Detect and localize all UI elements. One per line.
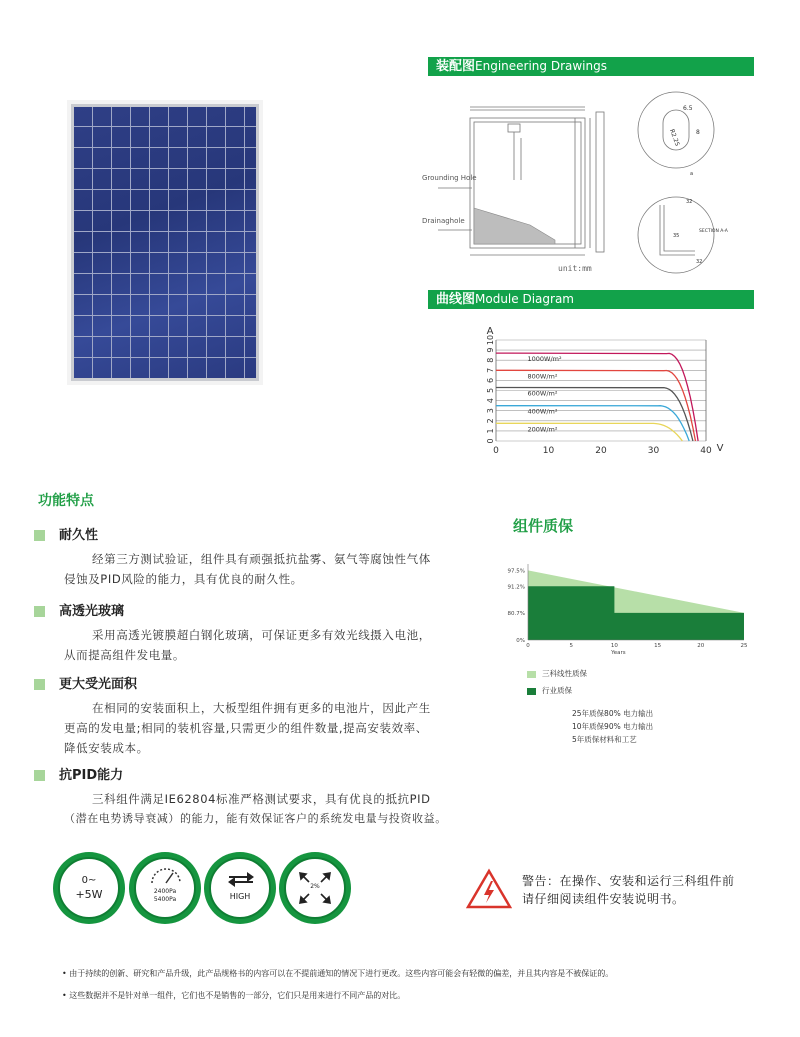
unit-label: unit:mm <box>558 264 592 273</box>
y-tick-label: 5 <box>486 387 495 394</box>
warranty-note: 5年质保材料和工艺 <box>572 735 637 744</box>
degradation-icon <box>279 852 351 924</box>
feature-line: 三科组件满足IE62804标准严格测试要求，具有优良的抵抗PID <box>92 792 431 806</box>
dim-a: a <box>690 171 694 177</box>
y-tick-label: 91.2% <box>507 584 525 591</box>
power-bottom-label: +5W <box>75 888 103 901</box>
warranty-note: 10年质保90% 电力输出 <box>572 722 654 731</box>
dim-32-bottom: 32 <box>696 259 703 265</box>
x-axis-label: Years <box>611 650 626 656</box>
warranty-notes <box>572 707 653 746</box>
series-label: 1000W/m² <box>527 355 562 364</box>
section-a-a-label: SECTION A-A <box>699 229 728 234</box>
legend-industry: 行业质保 <box>542 686 572 695</box>
feature-line: 在相同的安装面积上，大板型组件拥有更多的电池片，因此产生 <box>92 701 431 715</box>
arrows-icon <box>227 871 255 887</box>
feature-line: 更高的发电量;相同的装机容量,只需更少的组件数量,提高安装效率、 <box>64 721 428 735</box>
feature-head: 耐久性 <box>59 528 99 543</box>
x-tick-label: 20 <box>595 446 607 456</box>
feature-line: 侵蚀及PID风险的能力，具有优良的耐久性。 <box>64 572 303 586</box>
y-tick-label: 6 <box>486 377 495 383</box>
y-tick-label: 9 <box>486 347 495 353</box>
x-tick-label: 20 <box>697 643 705 649</box>
x-tick-label: 25 <box>740 643 748 649</box>
high-label: HIGH <box>229 892 251 901</box>
y-tick-label: 1 <box>486 428 495 434</box>
module-header-cn: 曲线图 <box>436 292 476 307</box>
feature-pid <box>34 764 514 829</box>
bullet-square <box>34 679 45 690</box>
y-axis-label: A <box>486 326 494 337</box>
engineering-drawings-header <box>428 57 754 76</box>
warning-line-1: 警告：在操作、安装和运行三科组件前 <box>522 874 735 888</box>
dim-r2-25: R2.25 <box>668 128 681 148</box>
warranty-legend <box>527 668 587 696</box>
x-tick-label: 40 <box>700 446 712 456</box>
load-label-1: 2400Pa <box>153 888 177 895</box>
drain-hole-label: Drainaghole <box>422 217 465 225</box>
series-label: 400W/m² <box>527 407 558 416</box>
x-axis-label: V <box>716 443 724 454</box>
grounding-hole-label: Grounding Hole <box>422 174 477 182</box>
iv-series-line <box>496 423 682 441</box>
x-tick-label: 10 <box>542 446 555 456</box>
warning-line-2: 请仔细阅读组件安装说明书。 <box>522 892 685 906</box>
bullet-square <box>34 530 45 541</box>
disclaimer-line-2: • 这些数据并不是针对单一组件，它们也不是销售的一部分，它们只是用来进行不同产品的对比。 <box>62 991 406 1000</box>
feature-head: 更大受光面积 <box>59 677 138 692</box>
feature-durability <box>34 524 504 589</box>
high-transmittance-icon <box>204 852 276 924</box>
gauge-icon <box>148 865 184 885</box>
dim-8: 8 <box>696 129 700 136</box>
feature-line: （潜在电势诱导衰减）的能力，能有效保证客户的系统发电量与投资收益。 <box>64 812 447 825</box>
y-tick-label: 97.5% <box>507 568 525 575</box>
dim-35: 35 <box>673 233 680 239</box>
warning-text <box>522 872 735 908</box>
features-title: 功能特点 <box>38 493 94 509</box>
engineering-drawing <box>420 90 760 280</box>
feature-line: 从而提高组件发电量。 <box>64 648 185 662</box>
y-tick-label: 3 <box>486 408 495 414</box>
disclaimer-line-1: • 由于持续的创新、研究和产品升级，此产品规格书的内容可以在不提前通知的情况下进行更改。这些内容可能会有轻微的偏差，并且其内容是不被保证的。 <box>62 969 614 978</box>
junction-box <box>508 124 520 132</box>
legend-swatch-industry <box>527 688 536 695</box>
legend-linear: 三科线性质保 <box>542 669 587 678</box>
percent-label: 2% <box>310 883 320 890</box>
y-tick-label: 0% <box>516 638 525 644</box>
module-header-en: Module Diagram <box>475 292 574 306</box>
solar-panel-image <box>67 100 263 385</box>
feature-area <box>34 673 504 758</box>
load-pressure-icon <box>129 852 201 924</box>
feature-glass <box>34 600 504 665</box>
y-tick-label: 80.7% <box>507 610 525 617</box>
y-tick-label: 10 <box>486 334 495 346</box>
feature-line: 降低安装成本。 <box>64 741 149 755</box>
x-tick-label: 0 <box>526 643 530 649</box>
dim-6-5: 6.5 <box>683 105 693 112</box>
x-tick-label: 15 <box>654 643 662 649</box>
y-tick-label: 0 <box>486 438 495 444</box>
frame-side-outline <box>596 112 604 252</box>
iv-curve-chart <box>476 322 736 457</box>
warranty-chart <box>500 556 760 658</box>
bullet-square <box>34 606 45 617</box>
feature-head: 高透光玻璃 <box>59 604 125 619</box>
x-tick-label: 0 <box>493 446 499 456</box>
warranty-note: 25年质保80% 电力输出 <box>572 709 654 718</box>
feature-line: 经第三方测试验证，组件具有顽强抵抗盐雾、氨气等腐蚀性气体 <box>92 552 431 566</box>
power-top-label: 0~ <box>81 875 97 886</box>
power-tolerance-icon <box>53 852 125 924</box>
x-tick-label: 5 <box>569 643 573 649</box>
legend-swatch-linear <box>527 671 536 678</box>
load-label-2: 5400Pa <box>153 896 177 903</box>
feature-head: 抗PID能力 <box>59 768 124 783</box>
y-tick-label: 8 <box>486 357 495 363</box>
engineering-header-cn: 装配图 <box>436 59 476 74</box>
y-tick-label: 2 <box>486 418 495 424</box>
feature-line: 采用高透光镀膜超白钢化玻璃，可保证更多有效光线摄入电池， <box>92 628 431 642</box>
x-tick-label: 10 <box>610 643 618 649</box>
iv-series-line <box>496 388 693 442</box>
module-diagram-header <box>428 290 754 309</box>
series-label: 800W/m² <box>527 372 558 381</box>
series-label: 600W/m² <box>527 389 558 398</box>
series-label: 200W/m² <box>527 425 558 434</box>
dim-32-top: 32 <box>686 199 693 205</box>
bullet-square <box>34 770 45 781</box>
x-tick-label: 30 <box>647 446 660 456</box>
high-voltage-warning-icon <box>466 868 512 910</box>
warranty-title: 组件质保 <box>513 517 574 535</box>
y-tick-label: 4 <box>486 398 495 404</box>
y-tick-label: 7 <box>486 367 495 373</box>
engineering-header-en: Engineering Drawings <box>475 59 607 73</box>
